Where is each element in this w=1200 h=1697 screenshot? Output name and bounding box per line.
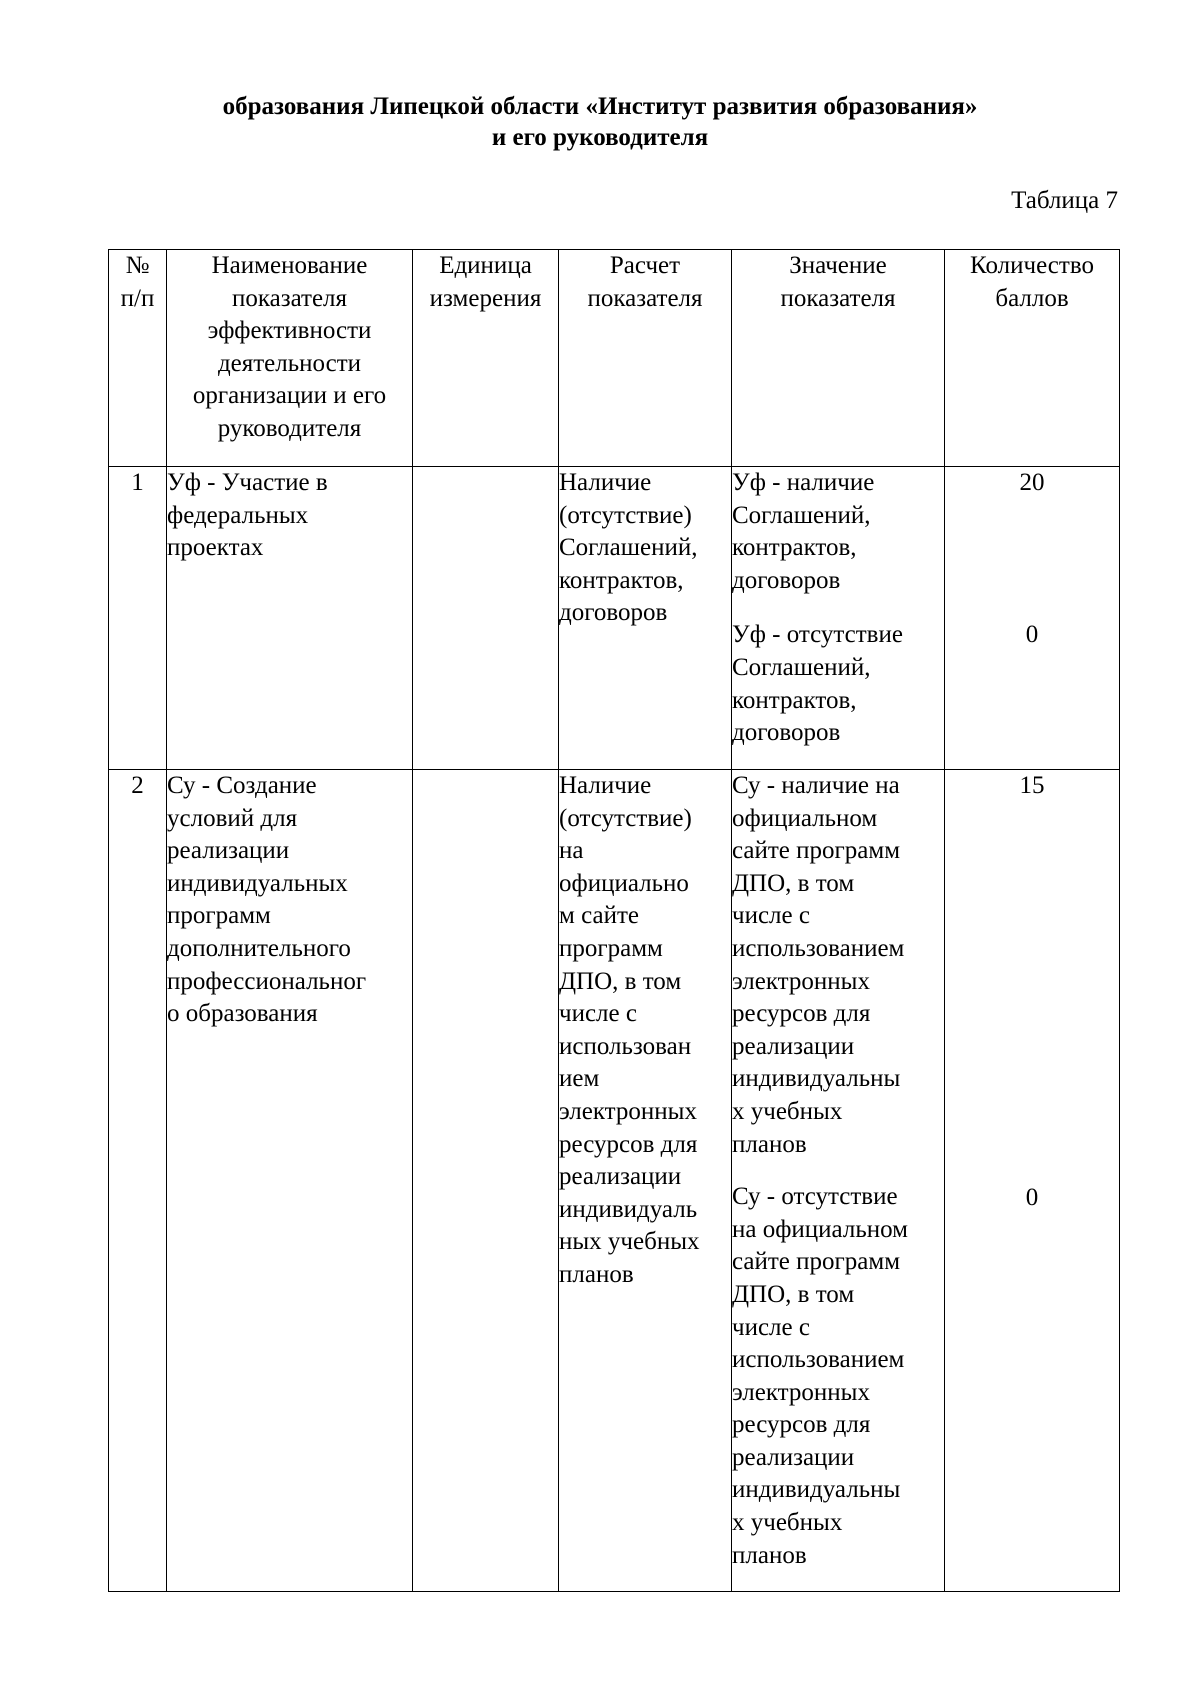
- text-line: (отсутствие): [559, 501, 692, 529]
- row-unit: [413, 467, 559, 770]
- document-title-line-2: и его руководителя: [491, 124, 709, 151]
- row-score: [945, 770, 1120, 1592]
- text-line: официально: [559, 869, 689, 897]
- row-value-absent: [732, 619, 944, 749]
- row-score: [945, 467, 1120, 770]
- text-line: электронных: [732, 967, 870, 995]
- text-line: индивидуаль: [559, 1195, 698, 1223]
- text-line: Наличие: [559, 469, 652, 496]
- text-line: ДПО, в том: [732, 1280, 855, 1308]
- text-line: х учебных: [732, 1509, 843, 1537]
- text-line: Уф - наличие: [732, 469, 875, 496]
- text-line: Значение: [789, 252, 887, 279]
- text-line: (отсутствие): [559, 804, 692, 832]
- table-row: [109, 467, 1120, 770]
- text-line: ных учебных: [559, 1228, 700, 1256]
- text-line: электронных: [732, 1378, 870, 1406]
- header-value: [732, 250, 945, 467]
- text-line: официальном: [732, 804, 878, 832]
- text-line: профессиональног: [167, 967, 367, 995]
- text-line: ДПО, в том: [559, 967, 682, 995]
- text-line: на официальном: [732, 1215, 908, 1243]
- text-line: показателя: [587, 284, 703, 312]
- indicators-table: [108, 249, 1120, 1592]
- text-line: ДПО, в том: [732, 869, 855, 897]
- text-line: ресурсов для: [559, 1130, 698, 1158]
- text-line: индивидуальны: [732, 1065, 901, 1093]
- text-line: контрактов,: [732, 534, 857, 562]
- text-line: контрактов,: [732, 686, 857, 714]
- document-title-line-1: образования Липецкой области «Институт развития образования»: [222, 93, 978, 120]
- header-unit: [413, 250, 559, 467]
- text-line: федеральных: [167, 501, 309, 529]
- text-line: сайте программ: [732, 837, 901, 865]
- text-line: Количество: [970, 252, 1094, 279]
- row-value-present: [732, 770, 944, 1161]
- text-line: Уф - Участие в: [167, 469, 328, 496]
- text-line: сайте программ: [732, 1248, 901, 1276]
- row-value-absent: [732, 1181, 944, 1572]
- row-indicator-name: [167, 770, 413, 1592]
- text-line: планов: [732, 1541, 807, 1569]
- text-line: Наименование: [211, 252, 368, 279]
- text-line: Расчет: [609, 252, 681, 279]
- text-line: Уф - отсутствие: [732, 621, 903, 649]
- text-line: проектах: [167, 534, 264, 562]
- text-line: п/п: [120, 284, 155, 312]
- text-line: Су - Создание: [167, 772, 317, 799]
- row-indicator-name: [167, 467, 413, 770]
- row-score-present: 20: [1019, 469, 1045, 496]
- text-line: программ: [559, 934, 663, 962]
- text-line: Соглашений,: [559, 534, 698, 562]
- row-value: [732, 467, 945, 770]
- text-line: реализации: [559, 1163, 682, 1191]
- text-line: ием: [559, 1065, 600, 1093]
- text-line: договоров: [732, 719, 841, 747]
- header-calculation: [559, 250, 732, 467]
- text-line: №: [125, 252, 150, 279]
- text-line: Су - наличие на: [732, 772, 900, 799]
- text-line: руководителя: [217, 414, 362, 442]
- row-calculation: [559, 467, 732, 770]
- text-line: м сайте: [559, 902, 639, 930]
- text-line: х учебных: [732, 1097, 843, 1125]
- text-line: числе с: [559, 1000, 637, 1028]
- text-line: планов: [559, 1260, 634, 1288]
- header-score: [945, 250, 1120, 467]
- text-line: использованием: [732, 1346, 905, 1374]
- text-line: договоров: [732, 566, 841, 594]
- row-score-present: 15: [1019, 772, 1045, 799]
- text-line: контрактов,: [559, 566, 684, 594]
- text-line: ресурсов для: [732, 1411, 871, 1439]
- text-line: показателя: [780, 284, 896, 312]
- row-num: 1: [109, 467, 167, 770]
- text-line: использованием: [732, 934, 905, 962]
- text-line: деятельности: [217, 349, 362, 377]
- text-line: числе с: [732, 1313, 810, 1341]
- text-line: дополнительного: [167, 934, 351, 962]
- text-line: реализации: [732, 1443, 855, 1471]
- text-line: организации и его: [192, 382, 387, 410]
- text-line: Соглашений,: [732, 501, 871, 529]
- row-score-absent: 0: [1025, 620, 1039, 648]
- text-line: реализации: [732, 1032, 855, 1060]
- text-line: Наличие: [559, 772, 652, 799]
- text-line: индивидуальны: [732, 1476, 901, 1504]
- text-line: баллов: [995, 284, 1069, 312]
- text-line: показателя: [231, 284, 348, 312]
- row-num: 2: [109, 770, 167, 1592]
- text-line: электронных: [559, 1097, 697, 1125]
- table-row: [109, 770, 1120, 1592]
- table-header-row: [109, 250, 1120, 467]
- text-line: числе с: [732, 902, 810, 930]
- header-indicator-name: [167, 250, 413, 467]
- text-line: измерения: [429, 284, 542, 312]
- text-line: использован: [559, 1032, 692, 1060]
- text-line: планов: [732, 1130, 807, 1158]
- text-line: ресурсов для: [732, 1000, 871, 1028]
- text-line: условий для: [167, 804, 298, 832]
- row-unit: [413, 770, 559, 1592]
- text-line: эффективности: [207, 317, 372, 345]
- text-line: Су - отсутствие: [732, 1183, 898, 1211]
- row-score-absent: 0: [1025, 1183, 1039, 1211]
- row-value: [732, 770, 945, 1592]
- row-calculation: [559, 770, 732, 1592]
- row-value-present: [732, 467, 944, 597]
- header-num: [109, 250, 167, 467]
- text-line: о образования: [167, 1000, 318, 1028]
- text-line: договоров: [559, 599, 668, 627]
- text-line: индивидуальных: [167, 869, 348, 897]
- text-line: реализации: [167, 837, 290, 865]
- text-line: программ: [167, 902, 271, 930]
- text-line: Единица: [439, 252, 532, 279]
- text-line: на: [559, 837, 584, 865]
- table-number-label: Таблица 7: [1011, 187, 1118, 214]
- text-line: Соглашений,: [732, 653, 871, 681]
